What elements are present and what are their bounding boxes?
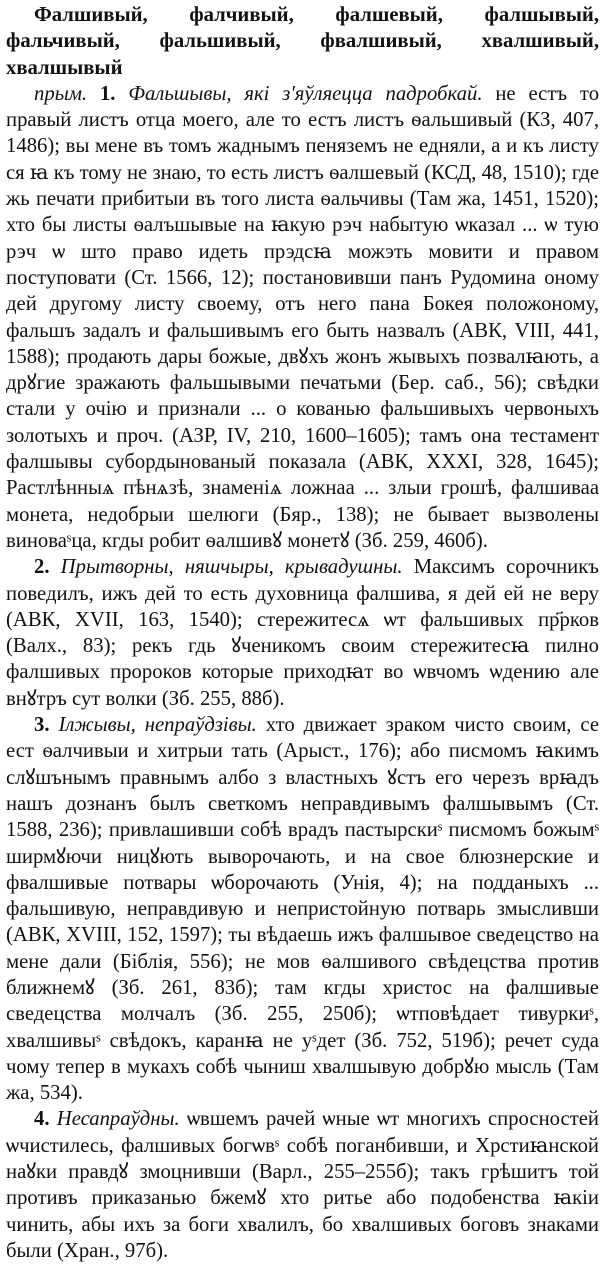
sense-citations: ѡвшемъ рачей ѡные ѡт многихъ спросностей ѡчистилесь, фалшивых богѡвˢ собѣ поганбивши, и Хрстиꙗнской наꙋки правдꙋ змоцнивши (Варл., 255–255б); такъ грѣшитъ той противъ приказанью бжемꙋ хто ритье або подобенства ꙗкіи чинить, абы ихъ за боги хвалилъ, бо хвалшивых боговъ знаками были (Хран., 97б). <box>6 1108 599 1262</box>
grammar-label: прым. <box>34 82 88 105</box>
sense-3 <box>6 712 599 1106</box>
sense-gloss: Прытворны, няшчыры, крывадушны. <box>60 556 403 579</box>
sense-gloss: Ілжывы, непраўдзівы. <box>58 714 257 737</box>
headword: Фалшивый, фалчивый, фалшевый, фалшывый, фальчивый, фальшивый, фвалшивый, хвалшивый, хвалшывый <box>6 4 599 79</box>
sense-citations: Максимъ сорочникъ поведилъ, ижъ дей то есть духовница фалшива, я дей ей не веру (АВК, XVII, 163, 1540); стережитесѧ ѡт фальшивых пр҃рков (Валх., 83); рекъ гдь ꙋченикомъ своим стережитесꙗ пилно фалшивых пророков которые приходꙗт во ѡвчомъ ѡдению але внꙋтръ сут волки (Зб. 255, 88б). <box>6 556 599 710</box>
sense-1 <box>6 81 599 554</box>
sense-number: 2. <box>34 556 50 579</box>
sense-2 <box>6 554 599 712</box>
sense-number: 1. <box>99 82 116 105</box>
sense-4 <box>6 1106 599 1264</box>
sense-number: 4. <box>34 1108 50 1131</box>
sense-citations: не естъ то правый листъ отца моего, але то естъ листъ ѳальшивый (КЗ, 407, 1486); вы мене въ томъ жаднымъ пеняземъ не едняли, а и къ листу ся ꙗ къ тому не знаю, то есть листъ ѳалшевый (КСД, 48, 1510); где жь печати прибитыи въ того листа ѳальчивы (Там жа, 1451, 1520); хто бы листы ѳалъшывые на ꙗкую рэч набытую ѡказал ... ѡ тую рэч ѡ што право идеть прэдсꙗ можэть мовити и правом поступовати (Ст. 1566, 12); постановивши панъ Рудомина оному дей другому листу своему, отъ него пана Бокея положоному, фальшъ задалъ и фальшивымъ его быть назвалъ (АВК, VIII, 441, 1588); продають дары божые, двꙋхъ жонъ жывыхъ позвалꙗють, а дрꙋгие зражають фальшывыми печатьми (Бер. саб., 56); свѣдки стали у очію и признали ... о кованью фальшивыхъ червоныхъ золотыхъ и проч. (АЗР, IV, 210, 1600–1605); тамъ она тестамент фалшывы субордынованый показала (АВК, XXXI, 328, 1645); Растлѣнныѧ пѣнѧзѣ, знаменіѧ ложнаа ... злыи грошѣ, фалшиваа монета, недобрыи шелюги (Бяр., 138); не бывает вызволены виноваˢца, кгды робит ѳалшивꙋ монетꙋ (Зб. 259, 460б). <box>6 82 600 552</box>
sense-gloss: Фальшывы, які з'яўляецца падробкай. <box>128 82 483 105</box>
sense-citations: хто движает зраком чисто своим, се ест ѳалчивыи и хитрыи тать (Арыст., 176); або писмомъ ꙗкимъ слꙋшънымъ правнымъ албо з властныхъ ꙋстъ его черезъ врꙗдъ нашъ дознанъ былъ светкомъ неправдивымъ фалшывымъ (Ст. 1588, 236); привлашивши собѣ врадъ пастырскиˢ писмомъ божымˢ ширмꙋючи ницꙋють выворочають, и на свое блюзнерские и фвалшивые потвары ѡборочають (Унія, 4); на подданыхъ ... фальшивую, неправдивую и непристойную потварь змысливши (АВК, XVIII, 152, 1597); ты вѣдаешь ижъ фалшывое сведецство на мене дали (Біблія, 556); не мов ѳалшивого свѣдецства против ближнемꙋ (Зб. 261, 83б); там кгды христос на фалшивые сведецства молчалъ (Зб. 255, 250б); ѡтповѣдает тивуркиˢ, хвалшивыˢ свѣдокъ, каранꙗ не уˢдет (Зб. 752, 519б); речет суда чому тепер в мукахъ собѣ чыниш хвалшывую добрꙋю мысль (Там жа, 534). <box>6 714 600 1105</box>
sense-number: 3. <box>34 714 50 737</box>
sense-gloss: Несапраўдны. <box>56 1108 180 1131</box>
